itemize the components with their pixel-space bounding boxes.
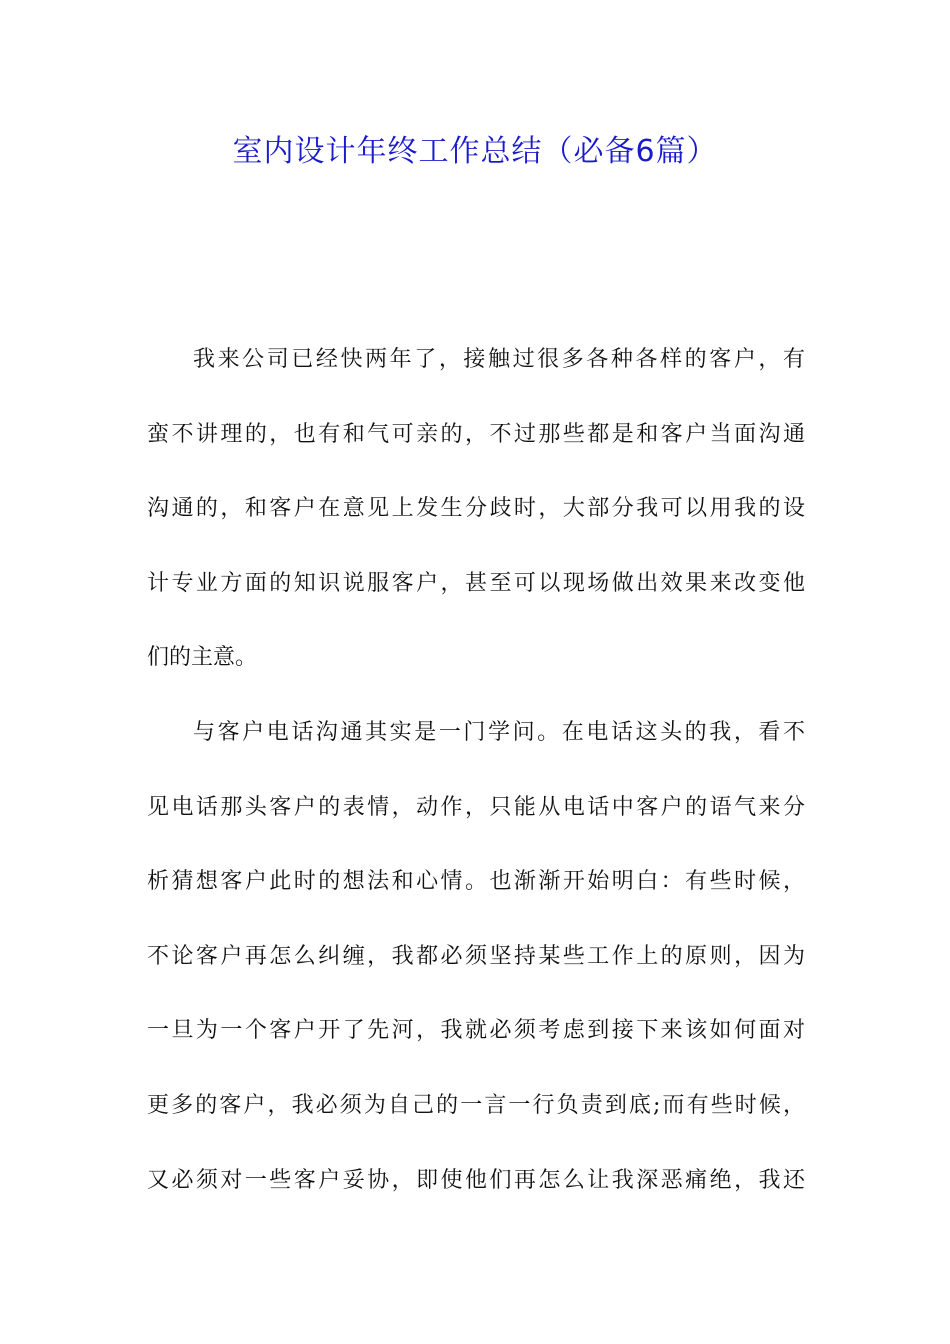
paragraph-line: 不论客户再怎么纠缠，我都必须坚持某些工作上的原则，因为 <box>147 943 805 969</box>
paragraph-line: 与客户电话沟通其实是一门学问。在电话这头的我，看不 <box>193 719 805 745</box>
document-title: 室内设计年终工作总结（必备6篇） <box>232 134 718 169</box>
paragraph-line: 蛮不讲理的，也有和气可亲的，不过那些都是和客户当面沟通 <box>147 421 805 447</box>
paragraph-line: 又必须对一些客户妥协，即使他们再怎么让我深恶痛绝，我还 <box>147 1167 805 1193</box>
paragraph-line: 一旦为一个客户开了先河，我就必须考虑到接下来该如何面对 <box>147 1018 805 1044</box>
document-body <box>147 338 805 1233</box>
paragraph-line: 计专业方面的知识说服客户，甚至可以现场做出效果来改变他 <box>147 570 805 596</box>
paragraph-line: 们的主意。 <box>147 645 258 671</box>
paragraph-2 <box>147 711 805 1233</box>
paragraph-line: 我来公司已经快两年了，接触过很多各种各样的客户，有 <box>193 347 805 372</box>
paragraph-1 <box>147 338 805 711</box>
paragraph-line: 析猜想客户此时的想法和心情。也渐渐开始明白：有些时候， <box>147 869 805 895</box>
paragraph-line: 沟通的，和客户在意见上发生分歧时，大部分我可以用我的设 <box>147 496 805 522</box>
paragraph-line: 更多的客户，我必须为自己的一言一行负责到底;而有些时候， <box>147 1092 805 1118</box>
paragraph-line: 见电话那头客户的表情，动作，只能从电话中客户的语气来分 <box>147 794 805 820</box>
